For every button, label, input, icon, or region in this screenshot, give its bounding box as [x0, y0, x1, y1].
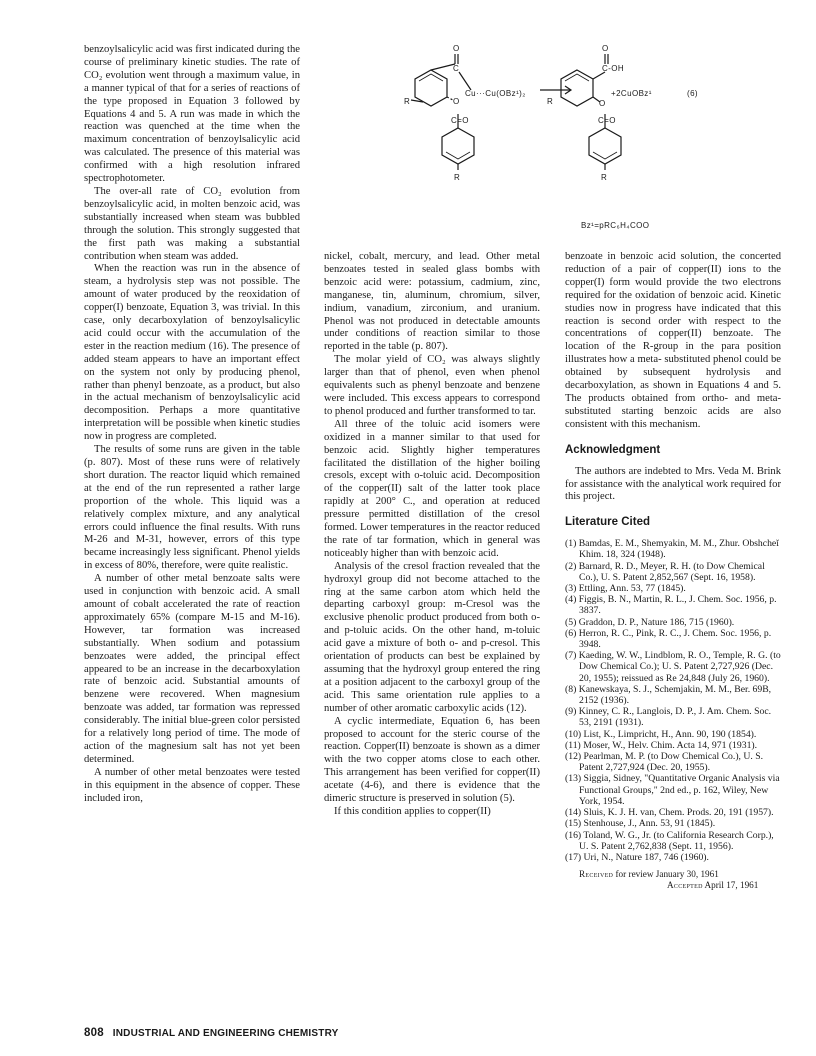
reference-item: (14) Sluis, K. J. H. van, Chem. Prods. 20, 191 (1957). [565, 807, 774, 819]
reference-item: (5) Graddon, D. P., Nature 186, 715 (1960). [565, 616, 735, 628]
left-r-group: R [404, 97, 411, 106]
paragraph: All three of the toluic acid isomers were oxidized in a manner similar to that used for benzoic acid. Slightly higher temperatures facilitated the distillation of the higher boiling cresols, except with o-toluic acid. Decomposition of the copper(II) salt of the latter took place rapidly at 200° C., and operation at reduced pressure permitted distillation of the cresol formed. Lower temperatures in the reactor reduced the rate of tar formation, which in general was noticeably higher than with benzoic acid. [324, 418, 540, 559]
reference-item: (7) Kaeding, W. W., Lindblom, R. O., Temple, R. G. (to Dow Chemical Co.); U. S. Patent 2,727,926 (Dec. 20, 1955); reissued as Re 24,848 (July 26, 1960). [565, 650, 781, 684]
reference-item: (12) Pearlman, M. P. (to Dow Chemical Co.), U. S. Patent 2,727,924 (Dec. 20, 1955). [565, 751, 764, 774]
reference-item: (2) Barnard, R. D., Meyer, R. H. (to Dow Chemical Co.), U. S. Patent 2,852,567 (Sept. 16, 1958). [565, 560, 765, 583]
reference-item: (17) Uri, N., Nature 187, 746 (1960). [565, 851, 709, 863]
equation-6-diagram [395, 40, 725, 252]
paragraph: The results of some runs are given in the table (p. 807). Most of these runs were of relatively short duration. The reactor liquid which remained at the end of the run represented a rather large proportion of the whole. This liquid was a relatively complex mixture, and any analytical errors could influence the final results. With runs M-26 and M-31, however, errors of this type became increasingly less significant. Phenol yields in excess of 80%, therefore, were quite realistic. [84, 444, 300, 572]
paragraph: nickel, cobalt, mercury, and lead. Other metal benzoates tested in sealed glass bombs with benzoic acid were: potassium, cadmium, zinc, manganese, tin, aluminum, chromium, silver, indium, vanadium, zirconium, and uranium. Phenol was not produced in detectable amounts under conditions of reaction similar to those reported in the table (p. 807). [324, 251, 540, 353]
left-copper-link: Cu···Cu(OBz¹)₂ [465, 89, 526, 98]
paragraph: A number of other metal benzoate salts were used in conjunction with benzoic acid. A small amount of cobalt accelerated the rate of reaction approximately 65% (compare M-15 and M-16). However, tar formation was increased substantially. When sodium and potassium benzoates were added, the principal effect appeared to be an increase in the decarboxylation rate of benzoic acid. Substantial amounts of benzene were recovered. When magnesium benzoate was added, tar formation was repressed considerably. The initial blue-green color persisted for a relatively long period of time. The mode of action of the magnesium salt has not yet been determined. [84, 573, 300, 765]
right-benzene-ring [561, 70, 593, 106]
acknowledgment-heading: Acknowledgment [565, 443, 661, 456]
paragraph: Analysis of the cresol fraction revealed that the hydroxyl group did not become attached to the ring at the same carbon atom which held the departing carboxyl group: m-Cresol was the exclusive phenolic product produced from both o- and p-toluic acids. On the other hand, m-toluic acid gave a mixture of both o- and p-cresol. This orientation of products can best be explained by assuming that the hydroxyl group entered the ring at a position adjacent to the carboxyl group of the acid. This same orientation rule applies to a number of other aromatic carboxylic acids (12). [324, 560, 540, 714]
reference-item: (8) Kanewskaya, S. J., Schemjakin, M. M., Ber. 69B, 2152 (1936). [565, 683, 772, 707]
column-2 [324, 251, 540, 819]
page-footer [84, 1027, 339, 1039]
paragraph: The over-all rate of CO₂ evolution from benzoylsalicylic acid, in molten benzoic acid, was substantially increased when steam was bubbled through the solution. This strongly suggested that the first path was making a substantial contribution when steam was added. [84, 185, 300, 262]
paragraph: A cyclic intermediate, Equation 6, has been proposed to account for the steric course of the reaction. Copper(II) benzoate is shown as a dimer with the two copper atoms close to each other. This arrangement has been verified for copper(II) acetate (4-6), and there is evidence that the dimeric structure is preserved in solution (5). [324, 715, 540, 805]
paragraph: benzoylsalicylic acid was first indicated during the course of preliminary kinetic studies. The rate of CO₂ evolution went through a maximum value, in a manner typical of that for a series of reactions of the type proposed in Equation 3 followed by Equations 4 and 5. A run was made in which the reaction was quenched at the time when the maximum concentration of benzoylsalicylic acid was calculated. The presence of this material was confirmed with a high resolution infrared spectrophotometer. [84, 44, 300, 185]
left-carbonyl: C=O [451, 116, 469, 125]
right-bottom-r: R [601, 173, 608, 182]
paragraph: If this condition applies to copper(II) [334, 805, 491, 817]
received-date: for review January 30, 1961 [615, 869, 719, 880]
reference-item: (11) Moser, W., Helv. Chim. Acta 14, 971 (1931). [565, 739, 758, 751]
reference-item: (9) Kinney, C. R., Langlois, D. P., J. Am. Chem. Soc. 53, 2191 (1931). [565, 706, 772, 729]
paragraph: When the reaction was run in the absence of steam, a hydrolysis step was not possible. The amount of water produced by the reoxidation of copper(I) benzoate, Equation 3, was trivial. In this case, only decarboxylation of benzoylsalicylic acid could occur with the accumulation of the ester in the reaction medium (16). The presence of added steam appears to have an important effect on the system not only by producing phenol, rather than phenyl benzoate, as a product, but also in the actual mechanism of benzoylsalicylic acid decomposition. Perhaps a more quantitative interpretation will be possible when kinetic studies now in progress are completed. [84, 263, 300, 443]
acknowledgment-text: The authors are indebted to Mrs. Veda M. Brink for assistance with the analytical work required for this project. [565, 465, 781, 503]
journal-name: INDUSTRIAL AND ENGINEERING CHEMISTRY [112, 1028, 339, 1039]
reference-item: (15) Stenhouse, J., Ann. 53, 91 (1845). [565, 818, 716, 830]
literature-cited-heading: Literature Cited [565, 516, 650, 529]
accepted-label: Accepted [667, 880, 703, 891]
column-3 [565, 251, 781, 891]
reference-item: (3) Ettling, Ann. 53, 77 (1845). [565, 583, 686, 595]
reference-item: (1) Bamdas, E. M., Shemyakin, M. M., Zhur. Obshcheĭ Khim. 18, 324 (1948). [565, 538, 779, 561]
accepted-date: April 17, 1961 [704, 880, 759, 891]
reference-item: (6) Herron, R. C., Pink, R. C., J. Chem. Soc. 1956, p. 3948. [565, 627, 772, 651]
left-top-oxygen: O [453, 44, 460, 53]
left-ring-oxygen: O [453, 97, 460, 106]
equation-number: (6) [687, 89, 698, 98]
right-carbonyl: C=O [598, 116, 616, 125]
paragraph: benzoate in benzoic acid solution, the concerted reduction of a pair of copper(II) ions to the copper(I) form would provide the two electrons required for the oxidation of benzoic acid. Kinetic studies now in progress have indicated that this reaction is second order with respect to the concentrations of copper(II) benzoate. The location of the R-group in the para position illustrates how a meta- substituted phenol could be obtained by subsequent hydrolysis and decarboxylation, as shown in Equations 4 and 5. The products obtained from ortho- and meta-substituted starting benzoic acids are also consistent with this mechanism. [565, 251, 781, 430]
right-r-group: R [547, 97, 554, 106]
product-copper-benzoate: +2CuOBz¹ [611, 89, 652, 98]
right-top-oxygen: O [602, 44, 609, 53]
reference-list [565, 538, 781, 863]
bz-legend: Bz¹=pRC₆H₄COO [581, 221, 650, 230]
reference-item: (16) Toland, W. G., Jr. (to California Research Corp.), U. S. Patent 2,762,838 (Sept. 11, 1956). [565, 829, 774, 852]
reference-item: (10) List, K., Limpricht, H., Ann. 90, 190 (1854). [565, 728, 757, 740]
left-benzene-ring [415, 70, 447, 106]
received-dates [565, 869, 781, 891]
left-bottom-r: R [454, 173, 461, 182]
column-1 [84, 44, 300, 805]
paragraph: A number of other metal benzoates were tested in this equipment in the absence of copper. These included iron, [84, 766, 300, 804]
right-carboxylic-acid: C-OH [602, 64, 625, 73]
reference-item: (4) Figgis, B. N., Martin, R. L., J. Chem. Soc. 1956, p. 3837. [565, 594, 777, 617]
reference-item: (13) Siggia, Sidney, "Quantitative Organic Analysis via Functional Groups," 2nd ed., p. 162, Wiley, New York, 1954. [565, 773, 780, 807]
received-label: Received [579, 869, 614, 880]
right-ring-oxygen: O [599, 99, 606, 108]
paragraph: The molar yield of CO₂ was always slightly larger than that of phenol, even when phenol equivalents such as phenyl benzoate and benzene were included. This excess appears to correspond to phenol produced and further transformed to tar. [324, 354, 540, 417]
page-number: 808 [84, 1027, 104, 1039]
left-carbonyl-carbon: C [453, 64, 460, 73]
